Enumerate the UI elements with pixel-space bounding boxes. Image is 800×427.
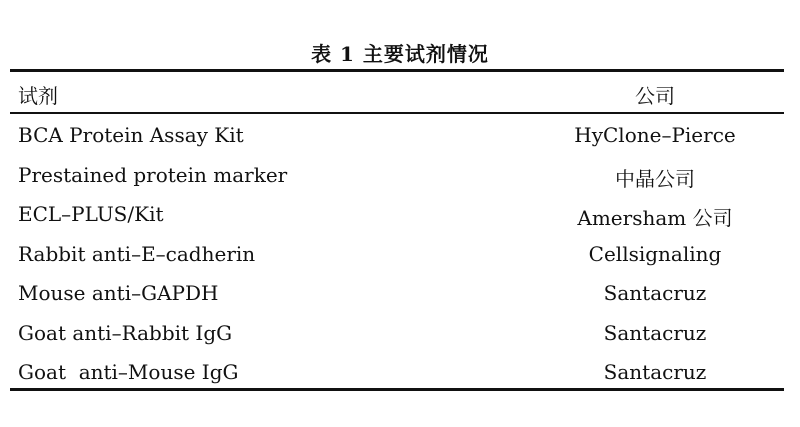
bottom-rule [10, 388, 784, 391]
table-row [0, 234, 800, 274]
table-header-row [0, 72, 800, 112]
table-body [0, 115, 800, 392]
reagent-cell: Mouse anti–GAPDH [18, 281, 219, 305]
table-row [0, 273, 800, 313]
reagent-cell: Goat anti–Rabbit IgG [18, 320, 233, 345]
header-reagent: 试剂 [18, 84, 58, 108]
company-cell: HyClone–Pierce [574, 123, 736, 147]
reagent-cell: Goat anti–Mouse IgG [18, 360, 239, 384]
table-row [0, 313, 800, 353]
table-title: 表 1 主要试剂情况 [311, 42, 489, 66]
company-cell: Santacruz [603, 360, 707, 384]
header-rule [10, 112, 784, 114]
table-row [0, 352, 800, 392]
table-row [0, 115, 800, 155]
header-company: 公司 [635, 84, 675, 108]
company-cell: Santacruz [603, 281, 707, 305]
reagent-cell: BCA Protein Assay Kit [18, 123, 244, 147]
table-row [0, 194, 800, 234]
reagent-cell: ECL–PLUS/Kit [18, 202, 164, 226]
reagent-cell: Prestained protein marker [18, 162, 288, 187]
company-cell: 中晶公司 [615, 166, 695, 191]
table-row [0, 155, 800, 195]
reagent-cell: Rabbit anti–E–cadherin [18, 241, 256, 266]
company-cell: Cellsignaling [588, 241, 722, 266]
company-cell: Amersham 公司 [577, 206, 733, 230]
company-cell: Santacruz [603, 320, 707, 345]
